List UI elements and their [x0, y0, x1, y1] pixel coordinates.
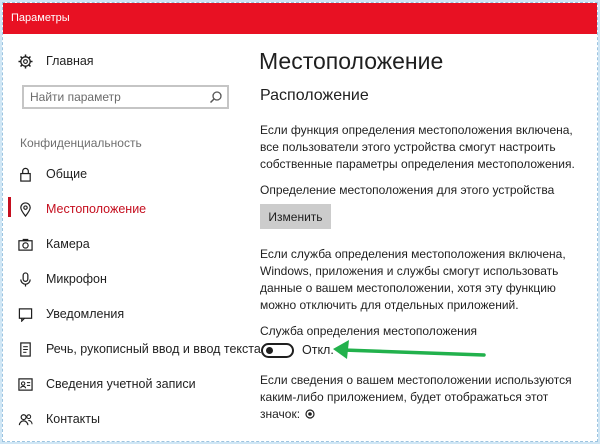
toggle-state-label: Откл.: [302, 343, 334, 357]
home-label: Главная: [46, 54, 94, 68]
speech-icon: [17, 341, 33, 357]
privacy-section-label: Конфиденциальность: [20, 136, 142, 150]
location-description: Если функция определения местоположения включена, все пользователи этого устройства смогут настроить собственные параметры определения местоположения.: [260, 123, 575, 171]
page-title: Местоположение: [259, 48, 444, 74]
microphone-icon: [17, 271, 33, 287]
sidebar-item-location[interactable]: [17, 198, 146, 220]
location-service-label: Служба определения местоположения: [260, 324, 478, 338]
sidebar-item-label: Местоположение: [46, 202, 147, 216]
account-info-icon: [17, 376, 33, 392]
location-icon: [17, 201, 33, 217]
green-arrow-annotation: [329, 335, 489, 365]
sidebar-item-label: Общие: [46, 167, 88, 181]
contacts-icon: [17, 411, 33, 427]
location-icon-note-text: Если сведения о вашем местоположении используются каким-либо приложением, будет отображаться этот значок:: [260, 373, 572, 421]
camera-icon: [17, 236, 33, 252]
sidebar-item-label: Микрофон: [46, 272, 107, 286]
sidebar-item-speech[interactable]: [17, 338, 261, 360]
sidebar-item-label: Камера: [46, 237, 90, 251]
gear-icon: [17, 53, 33, 69]
home-link[interactable]: [17, 50, 94, 72]
sidebar-item-notifications[interactable]: [17, 303, 124, 325]
sidebar-item-label: Сведения учетной записи: [46, 377, 196, 391]
device-location-status: Определение местоположения для этого устройства: [260, 183, 555, 197]
search-icon: [209, 90, 223, 104]
location-icon-note: [260, 372, 590, 423]
sidebar-item-general[interactable]: [17, 163, 87, 185]
toggle-knob: [266, 347, 273, 354]
search-placeholder: Найти параметр: [30, 90, 121, 104]
settings-window: [3, 34, 597, 441]
sidebar-item-camera[interactable]: [17, 233, 90, 255]
location-service-toggle[interactable]: [261, 343, 294, 358]
sidebar-item-microphone[interactable]: [17, 268, 107, 290]
change-button[interactable]: Изменить: [260, 204, 331, 229]
location-in-use-icon: [305, 407, 315, 417]
sidebar-item-label: Контакты: [46, 412, 100, 426]
screenshot-frame: [2, 2, 598, 442]
lock-icon: [17, 166, 33, 182]
location-service-description: Если служба определения местоположения включена, Windows, приложения и службы смогут использовать данные о вашем местоположении, хотя эту функцию можно отключить для отдельных приложений.: [260, 247, 566, 312]
sidebar-item-label: Речь, рукописный ввод и ввод текста: [46, 342, 261, 356]
search-input[interactable]: [22, 85, 229, 109]
title-bar: Параметры: [3, 3, 597, 34]
section-title: Расположение: [260, 87, 369, 104]
sidebar-item-account-info[interactable]: [17, 373, 196, 395]
active-indicator: [8, 197, 11, 217]
sidebar-item-contacts[interactable]: [17, 408, 100, 430]
sidebar-item-label: Уведомления: [46, 307, 125, 321]
notification-icon: [17, 306, 33, 322]
